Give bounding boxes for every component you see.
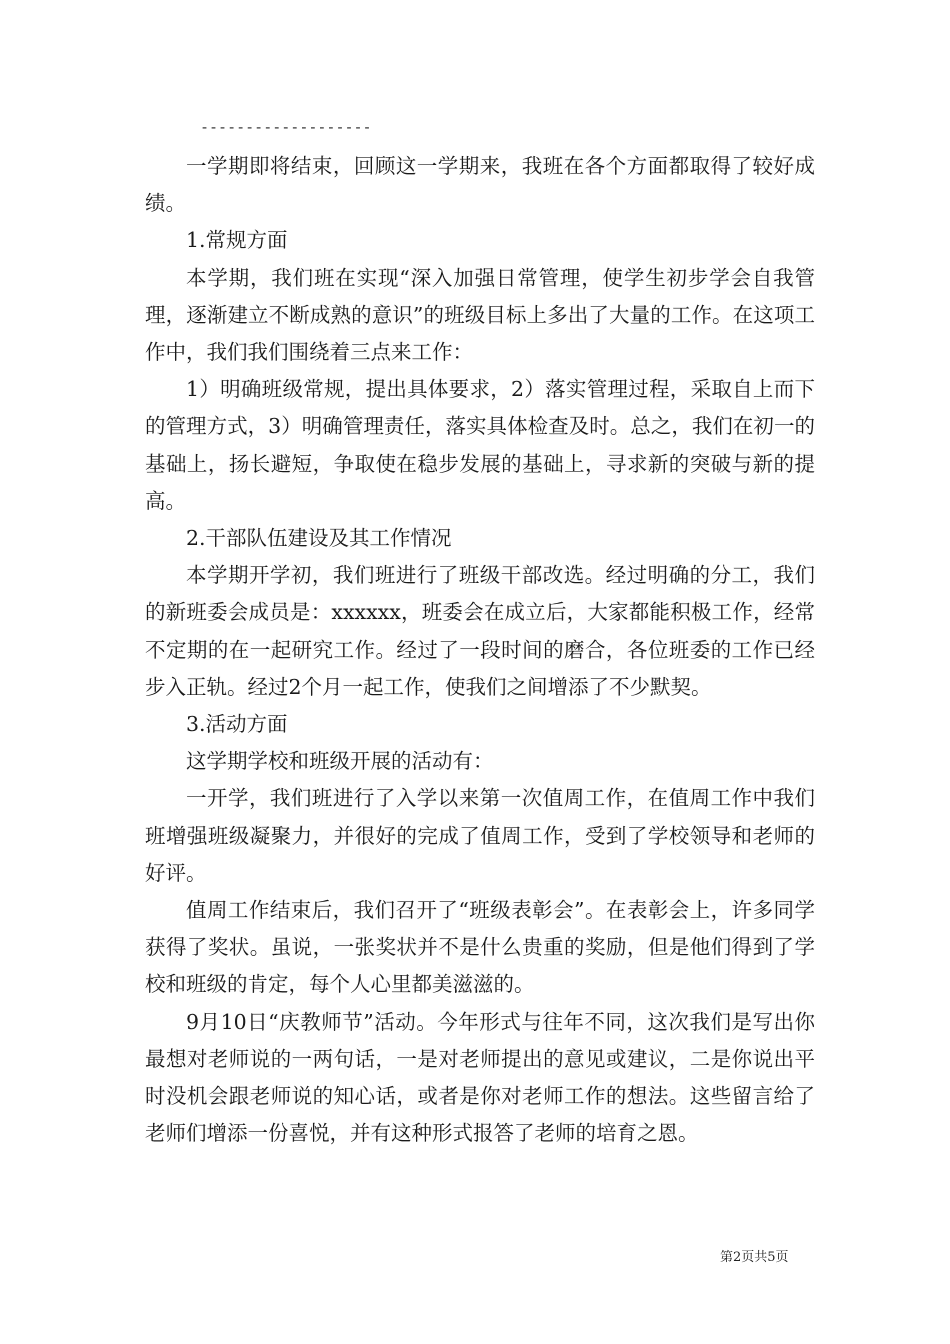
routine-points-paragraph: 1）明确班级常规，提出具体要求，2）落实管理过程，采取自上而下的管理方式，3）明确管理责任，落实具体检查及时。总之，我们在初一的基础上，扬长避短，争取使在稳步发展的基础上，寻求新的突破与新的提高。 [145,377,815,513]
top-divider: ------------------- [200,118,372,136]
document-body [145,148,815,1152]
commendation-paragraph: 值周工作结束后，我们召开了“班级表彰会”。在表彰会上，许多同学获得了奖状。虽说，一张奖状并不是什么贵重的奖励，但是他们得到了学校和班级的肯定，每个人心里都美滋滋的。 [145,898,815,997]
routine-paragraph: 本学期，我们班在实现“深入加强日常管理，使学生初步学会自我管理，逐渐建立不断成熟的意识”的班级目标上多出了大量的工作。在这项工作中，我们我们围绕着三点来工作： [145,265,815,365]
section-heading-cadres: 2.干部队伍建设及其工作情况 [186,526,452,551]
teachers-day-paragraph: 9月10日“庆教师节”活动。今年形式与往年不同，这次我们是写出你最想对老师说的一两句话，一是对老师提出的意见或建议，二是你说出平时没机会跟老师说的知心话，或者是你对老师工作的想法。这些留言给了老师们增添一份喜悦，并有这种形式报答了老师的培育之恩。 [145,1009,815,1146]
activities-intro-paragraph: 这学期学校和班级开展的活动有： [186,749,494,774]
cadres-paragraph: 本学期开学初，我们班进行了班级干部改选。经过明确的分工，我们的新班委会成员是：xxxxxx，班委会在成立后，大家都能积极工作，经常不定期的在一起研究工作。经过了一段时间的磨合，各位班委的工作已经步入正轨。经过2个月一起工作，使我们之间增添了不少默契。 [145,563,815,699]
duty-week-paragraph: 一开学，我们班进行了入学以来第一次值周工作，在值周工作中我们班增强班级凝聚力，并很好的完成了值周工作，受到了学校领导和老师的好评。 [145,786,815,885]
page-number: 第2页共5页 [720,1250,789,1265]
section-heading-routine: 1.常规方面 [186,228,288,253]
section-heading-activities: 3.活动方面 [186,712,288,737]
intro-paragraph: 一学期即将结束，回顾这一学期来，我班在各个方面都取得了较好成绩。 [145,154,815,216]
